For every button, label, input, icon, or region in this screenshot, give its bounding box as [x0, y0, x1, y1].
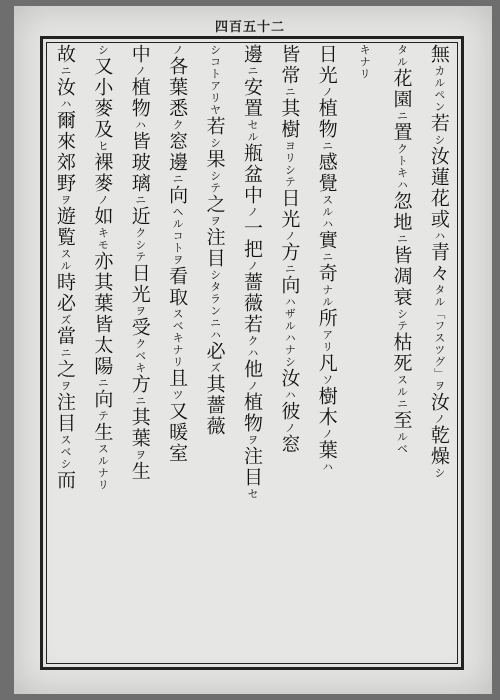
- text-segment: 他: [240, 359, 263, 380]
- text-segment: タル「フスツグ」ヲ: [432, 284, 446, 392]
- text-segment: 方: [128, 374, 151, 395]
- text-segment: ナル: [320, 284, 334, 308]
- text-segment: クベキ: [133, 338, 147, 374]
- text-segment: ソ: [320, 374, 334, 386]
- text-segment: 至: [390, 410, 413, 431]
- text-segment: シ: [96, 44, 110, 56]
- text-segment: スルニ: [395, 374, 409, 410]
- text-segment: キモ: [96, 227, 110, 251]
- text-segment: シコトアリヤ: [208, 44, 222, 116]
- text-column-2: [387, 44, 417, 662]
- text-segment: ズ: [59, 314, 72, 326]
- text-segment: 如: [91, 206, 114, 227]
- text-segment: 一把: [240, 218, 263, 260]
- text-segment: タル: [395, 44, 409, 68]
- text-segment: シ: [432, 134, 446, 146]
- text-segment: 且: [166, 368, 189, 389]
- text-segment: ツ: [171, 389, 185, 401]
- text-segment: 故: [54, 44, 76, 65]
- text-segment: ヲ: [133, 305, 147, 317]
- text-segment: 果: [203, 149, 226, 170]
- text-segment: 又小麥及: [91, 56, 114, 140]
- text-segment: 向: [166, 185, 189, 206]
- text-segment: 窓邊: [166, 131, 189, 173]
- text-segment: 實: [315, 230, 338, 251]
- text-segment: ニ: [395, 110, 409, 122]
- text-segment: 凡: [315, 353, 338, 374]
- text-segment: クシテ: [133, 227, 147, 263]
- text-segment: 近: [128, 206, 151, 227]
- text-segment: ノ: [245, 380, 259, 392]
- text-segment: ヲ: [208, 215, 222, 227]
- text-segment: 皆常: [278, 44, 301, 86]
- text-segment: 日光: [278, 188, 301, 230]
- text-column-5: [274, 44, 304, 662]
- text-segment: 亦其葉皆太陽: [91, 251, 114, 377]
- text-segment: ニ: [59, 65, 72, 77]
- text-segment: ニ: [133, 395, 147, 407]
- text-segment: 注目: [203, 227, 226, 269]
- text-segment: セ: [245, 488, 259, 500]
- text-segment: ノ: [96, 194, 110, 206]
- text-column-1: [424, 44, 454, 662]
- text-segment: ニ: [320, 140, 334, 152]
- text-segment: スル: [59, 248, 72, 272]
- text-segment: スベキナリ: [171, 308, 185, 368]
- text-column-3: [349, 44, 379, 662]
- text-segment: ヲ: [59, 380, 72, 392]
- text-segment: 樹木: [315, 386, 338, 428]
- text-segment: スルハ: [320, 194, 334, 230]
- text-segment: ニ: [245, 65, 259, 77]
- text-segment: 看取: [166, 266, 189, 308]
- text-column-9: [125, 44, 155, 662]
- text-segment: ヲ: [133, 449, 147, 461]
- text-segment: 乾燥: [427, 425, 450, 467]
- text-segment: 日光: [128, 263, 151, 305]
- text-segment: 爾來郊野: [54, 110, 76, 194]
- text-segment: ノ: [171, 44, 185, 56]
- text-segment: ハ: [59, 98, 72, 110]
- text-segment: 奇: [315, 263, 338, 284]
- text-segment: 植物: [240, 392, 263, 434]
- text-segment: 當: [54, 326, 76, 347]
- text-segment: 葉: [315, 440, 338, 461]
- text-segment: ク: [171, 119, 185, 131]
- text-segment: クトキハ: [395, 143, 409, 191]
- text-segment: ニ: [283, 86, 297, 98]
- text-segment: ニ: [395, 233, 409, 245]
- text-segment: 薔薇若: [240, 272, 263, 335]
- text-segment: 方: [278, 242, 301, 263]
- text-segment: 之: [54, 359, 76, 380]
- text-segment: ニ: [133, 194, 147, 206]
- text-segment: ハ: [432, 230, 446, 242]
- text-segment: ハ: [320, 461, 334, 473]
- text-segment: スベシ: [59, 434, 72, 470]
- text-segment: 遊覧: [54, 206, 76, 248]
- text-segment: カルペン: [432, 65, 446, 113]
- text-column-4: [312, 44, 342, 662]
- text-segment: ハ: [133, 119, 147, 131]
- text-segment: ノ: [133, 65, 147, 77]
- text-segment: 又暖室: [166, 401, 189, 464]
- text-segment: 生: [91, 422, 114, 443]
- text-segment: 注目: [54, 392, 76, 434]
- text-segment: ノ: [320, 428, 334, 440]
- text-segment: クハ: [245, 335, 259, 359]
- text-segment: ズ: [208, 362, 222, 374]
- text-segment: 其薔薇: [203, 374, 226, 437]
- text-segment: ニ: [171, 173, 185, 185]
- text-segment: ヨリシテ: [283, 140, 297, 188]
- text-segment: スルナリ: [96, 443, 110, 491]
- text-segment: 青々: [427, 242, 450, 284]
- text-segment: 枯死: [390, 332, 413, 374]
- text-segment: ノ: [245, 260, 259, 272]
- text-segment: 置: [390, 122, 413, 143]
- text-segment: 裸麥: [91, 152, 114, 194]
- text-segment: セル: [245, 119, 259, 143]
- text-segment: 汝: [278, 368, 301, 389]
- text-segment: 各葉悉: [166, 56, 189, 119]
- text-segment: 注目: [240, 446, 263, 488]
- text-segment: 安置: [240, 77, 263, 119]
- text-segment: 必: [203, 341, 226, 362]
- text-segment: シテ: [208, 170, 222, 194]
- text-segment: ニ: [283, 263, 297, 275]
- text-segment: 時必: [54, 272, 76, 314]
- text-segment: ヲ: [59, 194, 72, 206]
- text-segment: テ: [96, 410, 110, 422]
- text-segment: 受: [128, 317, 151, 338]
- text-segment: 向: [91, 389, 114, 410]
- text-segment: ハザルハナシ: [283, 296, 297, 368]
- text-segment: 忽地: [390, 191, 413, 233]
- text-segment: シテ: [395, 308, 409, 332]
- text-segment: 之: [203, 194, 226, 215]
- text-segment: シ: [208, 137, 222, 149]
- text-segment: ハ: [283, 389, 297, 401]
- text-segment: 中: [128, 44, 151, 65]
- text-segment: 汝: [427, 392, 450, 413]
- text-segment: ニ: [320, 251, 334, 263]
- text-segment: 生: [128, 461, 151, 482]
- text-segment: 若: [427, 113, 450, 134]
- text-segment: 皆凋衰: [390, 245, 413, 308]
- text-segment: ノ: [283, 422, 297, 434]
- text-segment: 無: [427, 44, 450, 65]
- text-segment: 所: [315, 308, 338, 329]
- text-segment: アリ: [320, 329, 334, 353]
- text-segment: シ: [432, 467, 446, 479]
- text-column-6: [237, 44, 267, 662]
- text-segment: ノ: [432, 413, 446, 425]
- text-segment: 若: [203, 116, 226, 137]
- text-segment: 向: [278, 275, 301, 296]
- text-columns: [50, 44, 454, 662]
- text-segment: 彼: [278, 401, 301, 422]
- text-segment: 瓶盆中: [240, 143, 263, 206]
- text-column-10: [87, 44, 117, 662]
- text-segment: 汝: [54, 77, 76, 98]
- text-column-7: [200, 44, 230, 662]
- text-segment: ニ: [59, 347, 72, 359]
- text-segment: 植物: [128, 77, 151, 119]
- text-segment: ノ: [320, 86, 334, 98]
- text-segment: 邊: [240, 44, 263, 65]
- text-segment: 植物: [315, 98, 338, 140]
- text-segment: ヲ: [245, 434, 259, 446]
- text-column-8: [162, 44, 192, 662]
- text-segment: 皆玻璃: [128, 131, 151, 194]
- text-segment: 汝蓮花或: [427, 146, 450, 230]
- text-column-11: [50, 44, 80, 662]
- text-segment: キナリ: [358, 44, 372, 80]
- text-segment: ヒ: [96, 140, 110, 152]
- text-segment: ヘルコトヲ: [171, 206, 185, 266]
- text-segment: 窓: [278, 434, 301, 455]
- text-segment: ニ: [96, 377, 110, 389]
- text-segment: ルベ: [395, 431, 409, 455]
- text-segment: 感覺: [315, 152, 338, 194]
- page-number: 四百五十二: [214, 20, 285, 35]
- text-segment: 其樹: [278, 98, 301, 140]
- text-segment: 日光: [315, 44, 338, 86]
- text-segment: シタランニハ: [208, 269, 222, 341]
- text-segment: 其葉: [128, 407, 151, 449]
- text-segment: 花園: [390, 68, 413, 110]
- text-segment: 而: [54, 470, 76, 491]
- text-segment: ノ: [283, 230, 297, 242]
- text-segment: ノ: [245, 206, 259, 218]
